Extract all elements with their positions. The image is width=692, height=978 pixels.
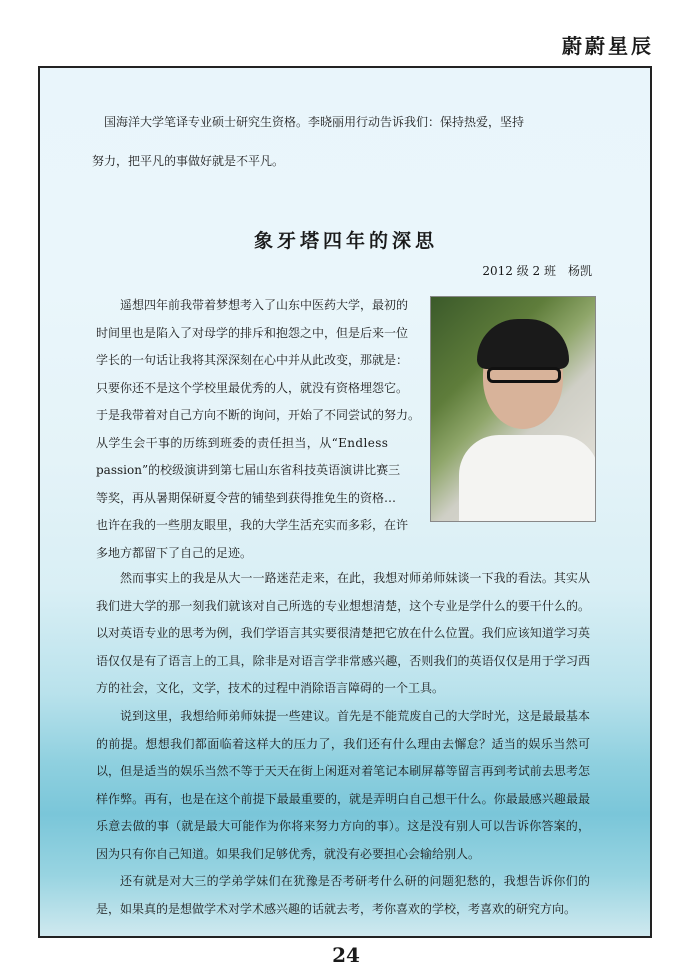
p1-line: 也许在我的一些朋友眼里，我的大学生活充实而多彩，在许 <box>96 518 409 532</box>
article-byline: 2012 级 2 班 杨凯 <box>482 264 592 278</box>
article-title: 象牙塔四年的深思 <box>253 230 438 252</box>
intro-paragraph <box>92 97 590 187</box>
paragraph-2 <box>96 565 590 703</box>
p1-line: 多地方都留下了自己的足迹。 <box>96 545 253 560</box>
p1-line: 于是我带着对自己方向不断的询问，开始了不同尝试的努力。 <box>96 408 421 422</box>
intro-line: 国海洋大学笔译专业硕士研究生资格。李晓丽用行动告诉我们：保持热爱，坚持 <box>104 115 525 129</box>
p1-line: 从学生会干事的历练到班委的责任担当，从“Endless <box>96 435 389 450</box>
photo-shirt <box>459 435 596 522</box>
paragraph-1 <box>96 292 428 567</box>
intro-line: 努力，把平凡的事做好就是不平凡。 <box>92 154 285 168</box>
brand-title: 蔚蔚星辰 <box>562 34 654 58</box>
p1-line: 等奖，再从暑期保研夏令营的铺垫到获得推免生的资格… <box>96 490 397 505</box>
p1-line: 遥想四年前我带着梦想考入了山东中医药大学，最初的 <box>120 298 409 312</box>
paragraph-text: 说到这里，我想给师弟师妹提一些建议。首先是不能荒废自己的大学时光，这是最最基本的前提。想想我们都面临着这样大的压力了，我们还有什么理由去懈怠？适当的娱乐当然可以，但是适当的娱乐当然不等于天天在街上闲逛对着笔记本刷屏幕等留言再到考试前去思考怎样作弊。再有，也是在这个前提下最最重要的，就是弄明白自己想干什么。你最最感兴趣最最乐意去做的事（就是最大可能作为你将来努力方向的事）。这是没有别人可以告诉你答案的，因为只有你自己知道。如果我们足够优秀，就没有必要担心会输给别人。 <box>96 709 590 861</box>
p1-line: 学长的一句话让我将其深深刻在心中并从此改变，那就是： <box>96 353 409 367</box>
photo-glasses <box>487 367 561 383</box>
p1-line: 时间里也是陷入了对母学的排斥和抱怨之中，但是后来一位 <box>96 325 409 340</box>
photo-hair <box>477 319 569 369</box>
paragraph-text: 还有就是对大三的学弟学妹们在犹豫是否考研考什么研的问题犯愁的，我想告诉你们的是，如果真的是想做学术对学术感兴趣的话就去考，考你喜欢的学校，考喜欢的研究方向。 <box>96 874 590 916</box>
p1-line: 只要你还不是这个学校里最优秀的人，就没有资格埋怨它。 <box>96 380 409 395</box>
paragraph-text: 然而事实上的我是从大一一路迷茫走来，在此，我想对师弟师妹谈一下我的看法。其实从我们进大学的那一刻我们就该对自己所选的专业想想清楚，这个专业是学什么的要干什么的。以对英语专业的思考为例，我们学语言其实要很清楚把它放在什么位置。我们应该知道学习英语仅仅是有了语言上的工具，除非是对语言学非常感兴趣，否则我们的英语仅仅是用于学习西方的社会，文化，文学，技术的过程中消除语言障碍的一个工具。 <box>96 571 590 696</box>
page-number: 24 <box>332 943 360 967</box>
p1-line: passion”的校级演讲到第七届山东省科技英语演讲比赛三 <box>96 463 401 477</box>
paragraph-3 <box>96 703 590 869</box>
author-photo <box>430 296 596 522</box>
paragraph-4 <box>96 868 590 923</box>
